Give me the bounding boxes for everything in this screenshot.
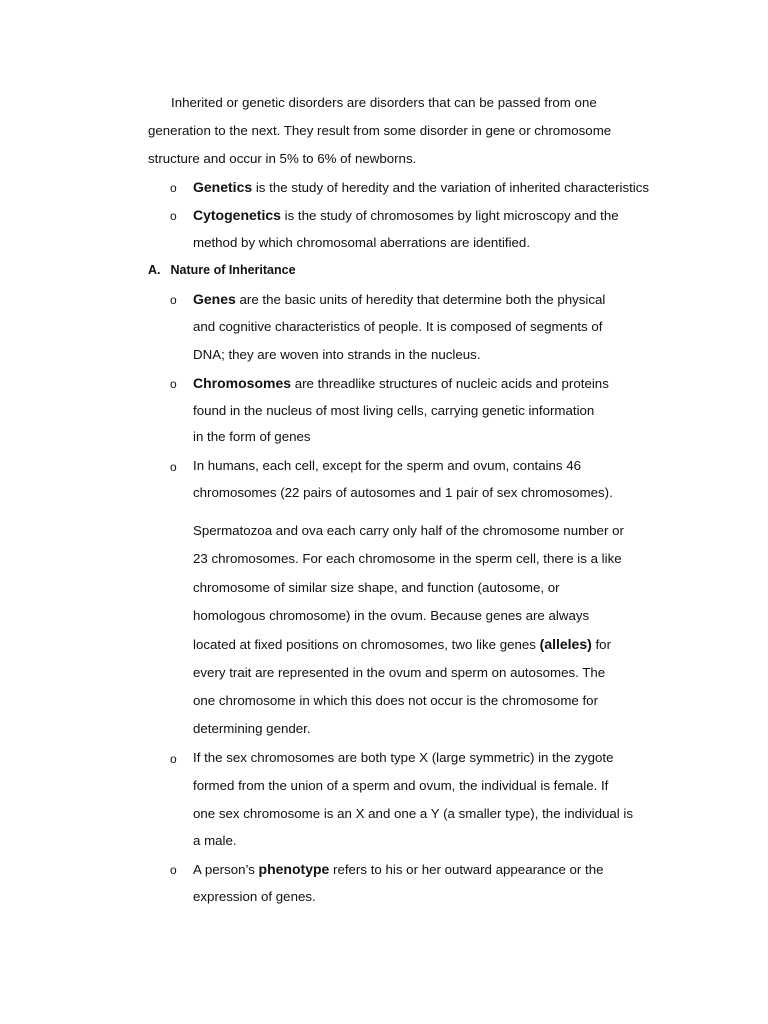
sperm-line-3: chromosome of similar size shape, and function (autosome, or bbox=[193, 580, 560, 595]
phenotype-line-2: expression of genes. bbox=[193, 889, 316, 904]
term-alleles: (alleles) bbox=[539, 636, 592, 652]
genes-text-1: are the basic units of heredity that determine both the physical bbox=[235, 292, 606, 307]
cytogenetics-text-1: is the study of chromosomes by light microscopy and the bbox=[280, 208, 619, 223]
bullet-marker: o bbox=[170, 752, 177, 766]
humans-line-1: In humans, each cell, except for the sperm and ovum, contains 46 bbox=[193, 458, 582, 473]
bullet-marker: o bbox=[170, 293, 177, 307]
sperm-line-6: every trait are represented in the ovum and sperm on autosomes. The bbox=[193, 665, 606, 680]
sex-line-4: a male. bbox=[193, 833, 237, 848]
intro-line-1: Inherited or genetic disorders are disorders that can be passed from one bbox=[171, 95, 597, 110]
sperm-line-5-after: for bbox=[591, 637, 612, 652]
bullet-marker: o bbox=[170, 181, 177, 195]
bullet-marker: o bbox=[170, 209, 177, 223]
sex-line-2: formed from the union of a sperm and ovum, the individual is female. If bbox=[193, 778, 609, 793]
chromosomes-text-1: are threadlike structures of nucleic acids and proteins bbox=[291, 376, 609, 391]
humans-line-2: chromosomes (22 pairs of autosomes and 1 pair of sex chromosomes). bbox=[193, 485, 613, 500]
sperm-line-7: one chromosome in which this does not occur is the chromosome for bbox=[193, 693, 599, 708]
sex-line-1: If the sex chromosomes are both type X (large symmetric) in the zygote bbox=[193, 750, 614, 765]
term-chromosomes: Chromosomes bbox=[193, 375, 292, 391]
chromosomes-item bbox=[193, 374, 609, 393]
phenotype-item bbox=[193, 860, 604, 879]
sperm-line-5 bbox=[193, 635, 611, 654]
term-cytogenetics: Cytogenetics bbox=[193, 207, 281, 223]
genes-line-2: and cognitive characteristics of people. It is composed of segments of bbox=[193, 319, 603, 334]
term-genes: Genes bbox=[193, 291, 236, 307]
phenotype-after: refers to his or her outward appearance or the bbox=[329, 862, 604, 877]
chromosomes-line-3: in the form of genes bbox=[193, 429, 311, 444]
genetics-text: is the study of heredity and the variation of inherited characteristics bbox=[252, 180, 650, 195]
genes-line-3: DNA; they are woven into strands in the nucleus. bbox=[193, 347, 481, 362]
bullet-marker: o bbox=[170, 460, 177, 474]
sperm-line-2: 23 chromosomes. For each chromosome in the sperm cell, there is a like bbox=[193, 551, 622, 566]
term-genetics: Genetics bbox=[193, 179, 253, 195]
section-title: Nature of Inheritance bbox=[170, 263, 296, 277]
section-letter: A. bbox=[148, 263, 161, 277]
genetics-item bbox=[193, 178, 649, 197]
cytogenetics-item bbox=[193, 206, 619, 225]
sperm-line-5-before: located at fixed positions on chromosomes, two like genes bbox=[193, 637, 540, 652]
intro-line-3: structure and occur in 5% to 6% of newborns. bbox=[148, 151, 417, 166]
sperm-line-8: determining gender. bbox=[193, 721, 311, 736]
intro-line-2: generation to the next. They result from some disorder in gene or chromosome bbox=[148, 123, 612, 138]
chromosomes-line-2: found in the nucleus of most living cells, carrying genetic information bbox=[193, 403, 595, 418]
bullet-marker: o bbox=[170, 863, 177, 877]
cytogenetics-line-2: method by which chromosomal aberrations are identified. bbox=[193, 235, 531, 250]
section-heading bbox=[148, 261, 296, 279]
sperm-line-1: Spermatozoa and ova each carry only half of the chromosome number or bbox=[193, 523, 624, 538]
sperm-line-4: homologous chromosome) in the ovum. Because genes are always bbox=[193, 608, 590, 623]
sex-line-3: one sex chromosome is an X and one a Y (a smaller type), the individual is bbox=[193, 806, 634, 821]
genes-item bbox=[193, 290, 605, 309]
bullet-marker: o bbox=[170, 377, 177, 391]
phenotype-before: A person’s bbox=[193, 862, 259, 877]
term-phenotype: phenotype bbox=[258, 861, 330, 877]
